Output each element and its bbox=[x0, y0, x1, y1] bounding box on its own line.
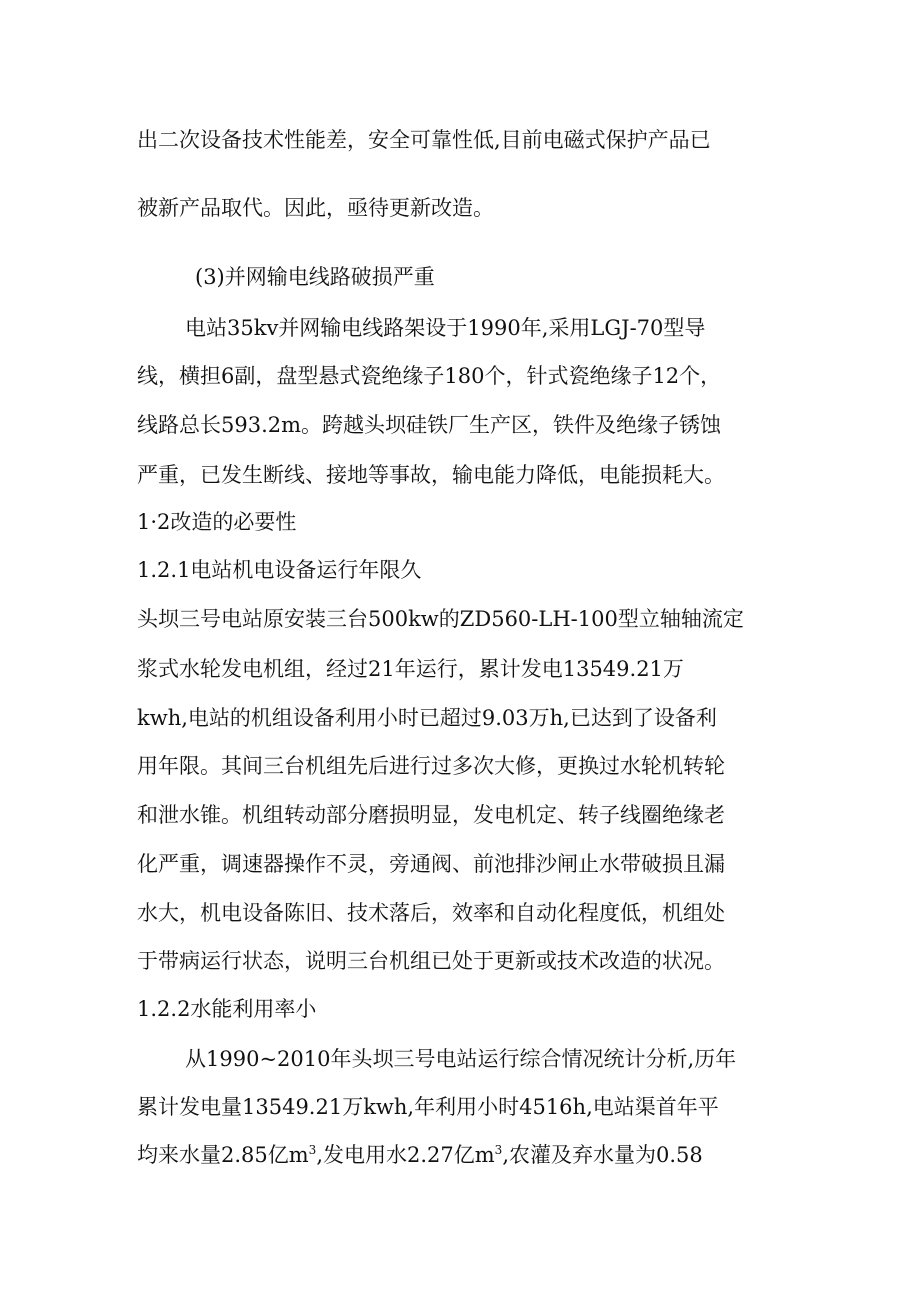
paragraph-line: 头坝三号电站原安装三台500kw的ZD560-LH-100型立轴轴流定 bbox=[137, 607, 744, 631]
paragraph-line: 从1990~2010年头坝三号电站运行综合情况统计分析,历年 bbox=[185, 1047, 737, 1071]
section-heading: 1.2.1电站机电设备运行年限久 bbox=[137, 558, 422, 582]
paragraph-line: 严重，已发生断线、接地等事故，输电能力降低，电能损耗大。 bbox=[137, 463, 725, 487]
paragraph-line: 用年限。其间三台机组先后进行过多次大修，更换过水轮机转轮 bbox=[137, 754, 725, 778]
paragraph-line: 水大，机电设备陈旧、技术落后，效率和自动化程度低，机组处 bbox=[137, 901, 725, 925]
paragraph-line: 电站35kv并网输电线路架设于1990年,采用LGJ-70型导 bbox=[185, 316, 706, 340]
paragraph-line: 于带病运行状态，说明三台机组已处于更新或技术改造的状况。 bbox=[137, 949, 725, 973]
paragraph-line: 均来水量2.85亿$m^3$,发电用水2.27亿$m^3$,农灌及弃水量为0.58 bbox=[137, 1143, 703, 1167]
paragraph-line: 线路总长593.2m。跨越头坝硅铁厂生产区，铁件及绝缘子锈蚀 bbox=[137, 413, 722, 437]
paragraph-line: 化严重，调速器操作不灵，旁通阀、前池排沙闸止水带破损且漏 bbox=[137, 852, 725, 876]
section-heading: 1.2.2水能利用率小 bbox=[137, 997, 317, 1021]
paragraph-line: 浆式水轮发电机组，经过21年运行，累计发电13549.21万 bbox=[137, 657, 684, 681]
paragraph-line: 线，横担6副，盘型悬式瓷绝缘子180个，针式瓷绝缘子12个， bbox=[137, 364, 722, 388]
paragraph-line: kwh,电站的机组设备利用小时已超过9.03万h,已达到了设备利 bbox=[137, 706, 717, 730]
paragraph-line: 出二次设备技术性能差，安全可靠性低,目前电磁式保护产品已 bbox=[137, 128, 711, 152]
superscript: 3 bbox=[494, 1143, 503, 1157]
paragraph-line: 被新产品取代。因此，亟待更新改造。 bbox=[137, 196, 494, 220]
paragraph-line: 和泄水锥。机组转动部分磨损明显，发电机定、转子线圈绝缘老 bbox=[137, 803, 725, 827]
paragraph-line: 累计发电量13549.21万kwh,年利用小时4516h,电站渠首年平 bbox=[137, 1095, 719, 1119]
section-heading: 1·2改造的必要性 bbox=[137, 510, 297, 534]
section-heading: (3)并网输电线路破损严重 bbox=[195, 265, 435, 289]
superscript: 3 bbox=[308, 1143, 317, 1157]
